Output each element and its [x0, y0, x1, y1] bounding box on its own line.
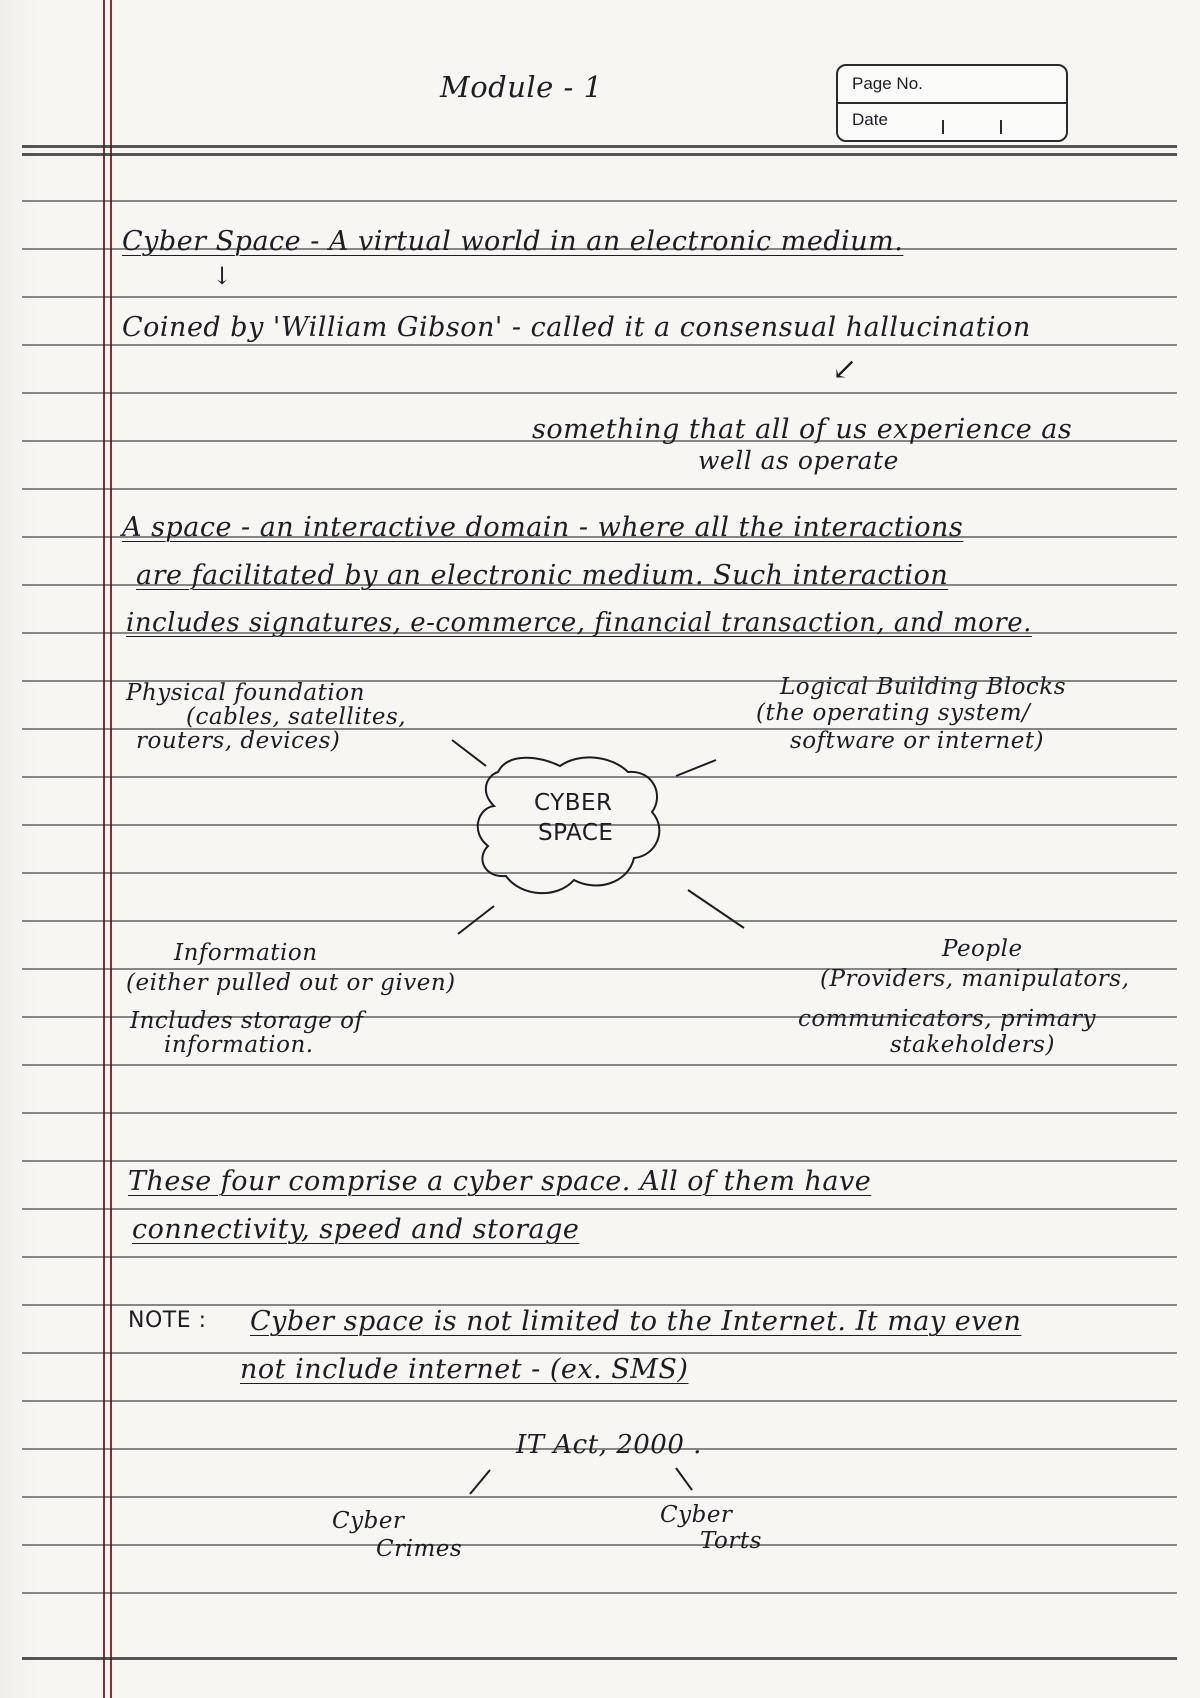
- physical-detail-2: routers, devices): [136, 728, 341, 754]
- definition-line: Cyber Space - A virtual world in an electronic medium.: [122, 226, 904, 257]
- space-line-3: includes signatures, e-commerce, financial transaction, and more.: [126, 608, 1032, 638]
- connector-information: [458, 906, 494, 934]
- cyber-crimes-1: Cyber: [332, 1508, 405, 1534]
- connector-crimes: [470, 1470, 490, 1494]
- coined-by-line: Coined by 'William Gibson' - called it a consensual hallucination: [122, 312, 1031, 343]
- connector-physical: [452, 740, 486, 766]
- information-detail-2: Includes storage of: [130, 1008, 364, 1034]
- cyber-space-label-1: CYBER: [534, 790, 613, 816]
- connector-people: [688, 890, 744, 928]
- note-label: NOTE :: [128, 1308, 207, 1333]
- it-act-title: IT Act, 2000 .: [516, 1430, 702, 1460]
- logical-detail-2: software or internet): [790, 728, 1045, 754]
- down-arrow: ↓: [212, 262, 233, 290]
- something-line-1: something that all of us experience as: [532, 414, 1073, 445]
- cyber-crimes-2: Crimes: [376, 1536, 463, 1562]
- cyber-torts-1: Cyber: [660, 1502, 733, 1528]
- date-label: Date: [852, 110, 888, 129]
- something-line-2: well as operate: [698, 446, 899, 475]
- people-detail-2: communicators, primary: [798, 1006, 1097, 1032]
- note-line-2: not include internet - (ex. SMS): [240, 1354, 689, 1385]
- page-title: Module - 1: [440, 70, 603, 104]
- people-label: People: [942, 936, 1023, 962]
- connector-logical: [676, 760, 716, 776]
- diag-arrow: ↙: [832, 352, 858, 387]
- connector-torts: [676, 1468, 692, 1490]
- summary-line-2: connectivity, speed and storage: [132, 1214, 580, 1245]
- cyber-space-label-2: SPACE: [538, 820, 614, 846]
- information-label: Information: [174, 940, 318, 966]
- summary-line-1: These four comprise a cyber space. All of them have: [128, 1166, 872, 1197]
- cyber-torts-2: Torts: [700, 1528, 762, 1554]
- information-detail-1: (either pulled out or given): [126, 970, 456, 996]
- logical-label: Logical Building Blocks: [780, 674, 1067, 700]
- note-line-1: Cyber space is not limited to the Internet. It may even: [250, 1306, 1022, 1337]
- logical-detail-1: (the operating system/: [756, 700, 1031, 726]
- people-detail-1: (Providers, manipulators,: [820, 966, 1130, 992]
- physical-detail-1: (cables, satellites,: [186, 704, 407, 730]
- page-no-label: Page No.: [852, 74, 923, 93]
- space-line-1: A space - an interactive domain - where all the interactions: [122, 512, 964, 543]
- space-line-2: are facilitated by an electronic medium. Such interaction: [136, 560, 949, 591]
- people-detail-3: stakeholders): [890, 1032, 1055, 1058]
- information-detail-3: information.: [164, 1032, 314, 1058]
- physical-label: Physical foundation: [126, 680, 365, 706]
